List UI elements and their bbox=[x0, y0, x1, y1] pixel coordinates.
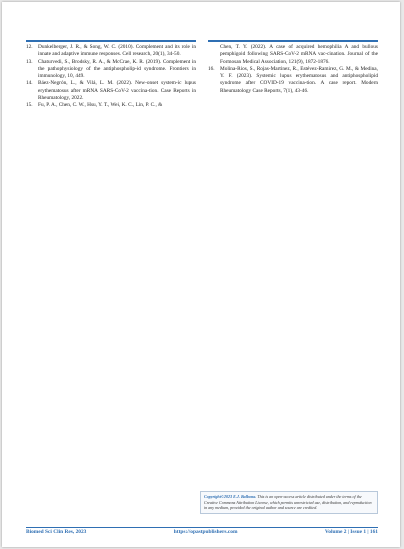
references-column-left bbox=[26, 44, 196, 110]
reference-item bbox=[26, 44, 196, 59]
reference-number: 13. bbox=[26, 58, 33, 65]
reference-item bbox=[208, 66, 378, 95]
reference-text: Chaturvedi, S., Brodsky, R. A., & McCrae, K. R. (2019). Complement in the pathophysiology of the antiphospholip-id syndrome. Frontiers in immunology, 10, 449. bbox=[38, 58, 196, 80]
license-box bbox=[200, 491, 378, 514]
reference-number: 12. bbox=[26, 44, 33, 50]
reference-text: Dunkelberger, J. R., & Song, W. C. (2010). Complement and its role in innate and adaptive immune responses. Cell research, 20(1), 34-50. bbox=[38, 44, 196, 58]
reference-text: Molina-Rios, S., Rojas-Martinez, R., Estévez-Ramirez, G. M., & Medina, Y. F. (2023). Systemic lupus erythematosus and antiphospholipid syndrome after COVID-19 vaccina-tion. A case report. Modern Rheumatology Case Reports, 7(1), 43-46. bbox=[220, 65, 378, 94]
reference-number: 16. bbox=[208, 65, 215, 72]
reference-item bbox=[26, 59, 196, 81]
reference-number: 14. bbox=[26, 80, 33, 87]
footer-journal: Biomed Sci Clin Res, 2023 bbox=[26, 529, 87, 535]
reference-number: 15. bbox=[26, 102, 33, 109]
top-rule-left bbox=[26, 40, 196, 42]
reference-item bbox=[26, 80, 196, 102]
footer-volume: Volume 2 | Issue 1 | 161 bbox=[324, 529, 378, 535]
reference-text: Báez-Negrón, L., & Vilá, L. M. (2022). New-onset system-ic lupus erythematosus after mRNA SARS-CoV-2 vaccina-tion. Case Reports in Rheumatology, 2022. bbox=[38, 80, 196, 102]
copyright-notice: Copyright©2023 E.J. Balbona. bbox=[204, 494, 257, 499]
reference-item bbox=[26, 102, 196, 109]
reference-text: Chen, T. Y. (2022). A case of acquired hemophilia A and bullous pemphigoid following SARS-CoV-2 mRNA vac-cination. Journal of the Formosan Medical Association, 121(9), 1872-1876. bbox=[220, 44, 378, 65]
reference-item-continued bbox=[208, 44, 378, 66]
footer-rule bbox=[26, 527, 378, 528]
reference-text: Fu, P. A., Chen, C. W., Hsu, Y. T., Wei, K. C., Lin, P. C., & bbox=[38, 102, 163, 109]
page-footer bbox=[26, 529, 378, 535]
top-rule-right bbox=[208, 40, 378, 42]
references-column-right bbox=[208, 44, 378, 95]
footer-url-link[interactable]: https://opastpublishers.com bbox=[173, 529, 238, 535]
license-text: This is an open-access article distributed under the terms of the Creative Commons Attribution License, which permits unrestricted use, distribution, and reproduction in any medium, provided the original author and source are credited. bbox=[204, 494, 372, 511]
document-page bbox=[2, 2, 400, 547]
